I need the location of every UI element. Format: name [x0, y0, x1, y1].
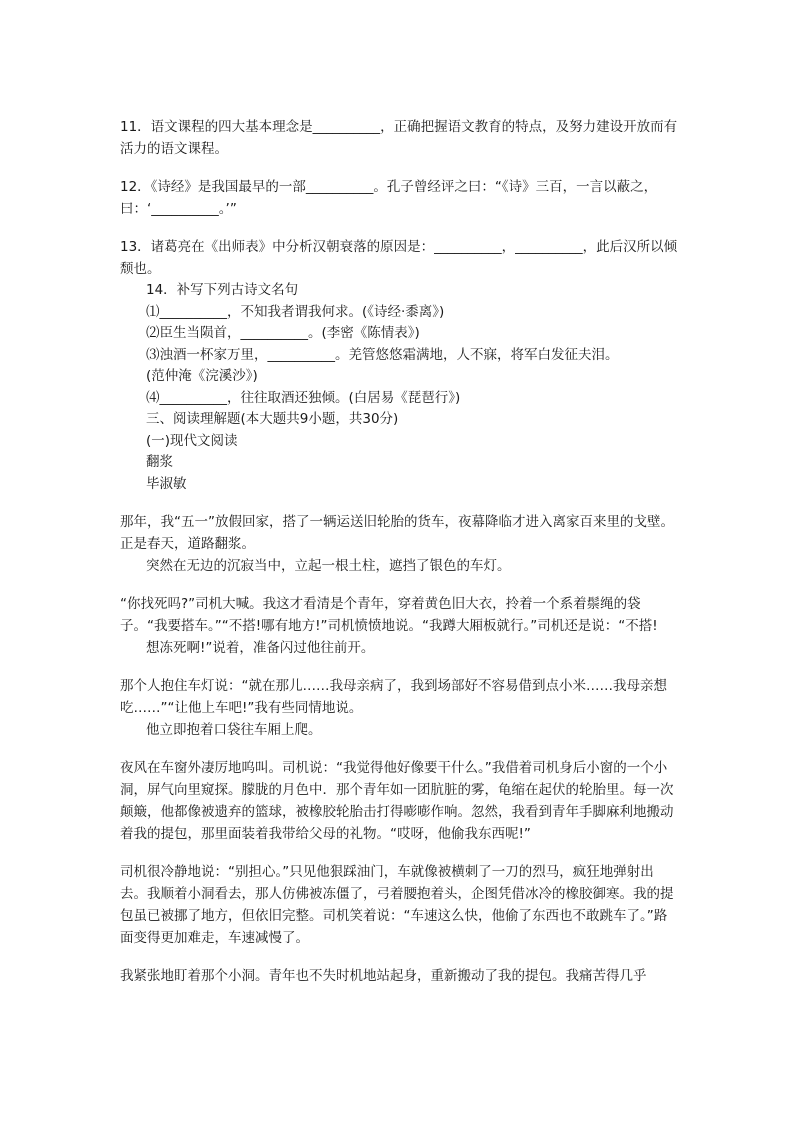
article-paragraph-6: 我紧张地盯着那个小洞。青年也不失时机地站起身，重新搬动了我的提包。我痛苦得几乎	[120, 968, 647, 984]
article-paragraph-1: 那年，我“五一”放假回家，搭了一辆运送旧轮胎的货车，夜幕降临才进入离家百来里的戈壁。正是春天，道路翻浆。	[120, 514, 674, 552]
article-paragraph-4: 夜风在车窗外凄厉地呜叫。司机说：“我觉得他好像要干什么。”我借着司机身后小窗的一个小洞，屏气向里窥探。朦胧的月色中．那个青年如一团肮脏的雾，龟缩在起伏的轮胎里。每一次颠簸，他都像被遗弃的篮球，被橡胶轮胎击打得嘭嘭作响。忽然，我看到青年手脚麻利地搬动着我的提包，那里面装着我带给父母的礼物。“哎呀，他偷我东西呢!”	[120, 760, 674, 842]
question-14-item-3: ⑶浊酒一杯家万里，__________。羌管悠悠霜满地，人不寐，将军白发征夫泪。	[146, 346, 619, 363]
article-paragraph-3b: 他立即抱着口袋往车厢上爬。	[146, 722, 322, 738]
question-14-item-4: ⑷__________，往往取酒还独倾。(白居易《琵琶行》)	[146, 389, 461, 406]
article-author: 毕淑敏	[146, 475, 187, 492]
subsection-heading: (一)现代文阅读	[146, 432, 238, 449]
document-content	[120, 116, 680, 1003]
spacer	[120, 495, 680, 511]
article-paragraph-1b: 突然在无边的沉寂当中，立起一根土柱，遮挡了银色的车灯。	[146, 558, 511, 574]
article-paragraph-5: 司机很冷静地说：“别担心。”只见他狠踩油门，车就像被横刺了一刀的烈马，疯狂地弹射出去。我顺着小洞看去，那人仿佛被冻僵了，弓着腰抱着头，企图凭借冰冷的橡胶御寒。我的提包虽已被挪了地方，但依旧完整。司机笑着说：“车速这么快，他偷了东西也不敢跳车了。”路面变得更加难走，车速减慢了。	[120, 864, 674, 946]
question-11: 11．语文课程的四大基本理念是__________，正确把握语文教育的特点，及努力建设开放而有活力的语文课程。	[120, 119, 678, 157]
article-title: 翻浆	[146, 454, 173, 470]
question-12: 12．《诗经》是我国最早的一部__________。孔子曾经评之曰：“《诗》三百，一言以蔽之，曰：‘__________。’”	[120, 179, 658, 217]
article-paragraph-2: “你找死吗?”司机大喊。我这才看清是个青年，穿着黄色旧大衣，拎着一个系着鬃绳的袋子。“我要搭车。”“不搭!哪有地方!”司机愤愤地说。“我蹲大厢板就行。”司机还是说：“不搭!	[120, 596, 658, 634]
question-13: 13．诸葛亮在《出师表》中分析汉朝衰落的原因是：__________，__________，此后汉所以倾颓也。	[120, 239, 678, 277]
question-14-title: 14．补写下列古诗文名句	[146, 282, 299, 298]
section-heading: 三、阅读理解题(本大题共9小题，共30分)	[146, 411, 399, 427]
question-14-item-1: ⑴__________，不知我者谓我何求。(《诗经·黍离》)	[146, 303, 445, 320]
article-paragraph-3: 那个人抱住车灯说：“就在那儿……我母亲病了，我到场部好不容易借到点小米……我母亲想吃……”“让他上车吧!”我有些同情地说。	[120, 678, 667, 716]
article-paragraph-2b: 想冻死啊!”说着，准备闪过他往前开。	[146, 640, 375, 656]
question-14-item-3-source: (范仲淹《浣溪沙》)	[146, 368, 258, 384]
question-14-item-2: ⑵臣生当陨首，__________。(李密《陈情表》)	[146, 325, 420, 341]
